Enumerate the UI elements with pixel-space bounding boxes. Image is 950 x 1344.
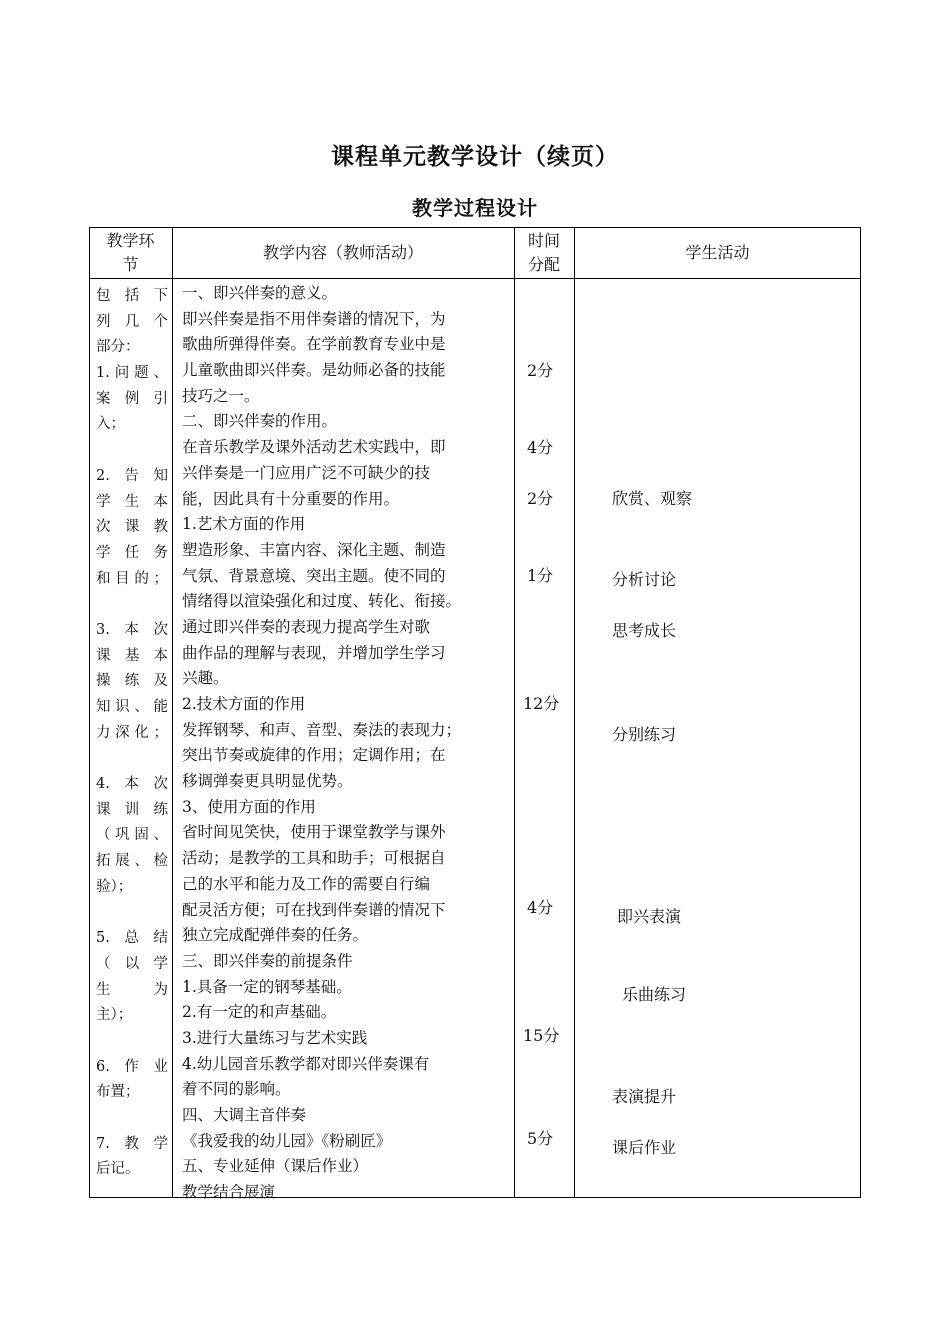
text-line: 次课教 bbox=[96, 519, 168, 536]
header-teaching-content: 教学内容（教师活动） bbox=[262, 243, 423, 262]
student-activity: 思考成长 bbox=[612, 621, 677, 640]
text-line: 4.幼儿园音乐教学都对即兴伴奏课有 bbox=[182, 1054, 430, 1073]
header-time-allocation: 时间 分配 bbox=[527, 231, 560, 274]
text-line: 四、大调主音伴奏 bbox=[182, 1106, 307, 1124]
text-line: 塑造形象、丰富内容、深化主题、制造 bbox=[182, 540, 446, 559]
text-line: 技巧之一。 bbox=[182, 386, 260, 405]
text-line: 曲作品的理解与表现，并增加学生学习 bbox=[182, 643, 446, 662]
text-line: 2.有一定的和声基础。 bbox=[182, 1003, 337, 1022]
text-line: 独立完成配弹伴奏的任务。 bbox=[182, 926, 369, 945]
text-line: （以学 bbox=[96, 955, 168, 972]
text-line: 一、即兴伴奏的意义。 bbox=[182, 284, 338, 302]
time-value: 15分 bbox=[523, 1026, 560, 1045]
text-line bbox=[96, 746, 168, 772]
table-divider bbox=[514, 227, 515, 1198]
text-line: 配灵活方便；可在找到伴奏谱的情况下 bbox=[182, 900, 446, 919]
text-line: 后记。 bbox=[96, 1161, 140, 1178]
text-line: 即兴伴奏是指不用伴奏谱的情况下，为 bbox=[182, 309, 446, 328]
text-line: 课训练 bbox=[96, 801, 168, 818]
text-line: 2.告知 bbox=[96, 467, 168, 484]
text-line bbox=[96, 901, 168, 927]
text-line: 3、使用方面的作用 bbox=[182, 797, 316, 816]
text-line bbox=[96, 438, 168, 464]
text-line: 三、即兴伴奏的前提条件 bbox=[182, 951, 353, 970]
text-line: 在音乐教学及课外活动艺术实践中，即 bbox=[182, 438, 446, 457]
text-line: 二、即兴伴奏的作用。 bbox=[182, 412, 338, 431]
student-activity: 欣赏、观察 bbox=[612, 489, 693, 508]
text-line: 主）； bbox=[96, 1007, 133, 1024]
table-divider bbox=[172, 227, 173, 1198]
content-column bbox=[182, 281, 512, 1206]
text-line: 活动；是教学的工具和助手；可根据自 bbox=[182, 849, 446, 868]
text-line: 布置； bbox=[96, 1084, 140, 1101]
text-line: 儿童歌曲即兴伴奏。是幼师必备的技能 bbox=[182, 361, 446, 380]
text-line: （巩固、 bbox=[96, 827, 168, 844]
text-line: 发挥钢琴、和声、音型、奏法的表现力； bbox=[182, 720, 462, 739]
text-line: 教学结合展演 bbox=[182, 1183, 276, 1202]
student-activity: 表演提升 bbox=[612, 1087, 677, 1106]
text-line: 移调弹奏更具明显优势。 bbox=[182, 772, 353, 791]
text-line: 气氛、背景意境、突出主题。使不同的 bbox=[182, 566, 446, 585]
text-line: 操练及 bbox=[96, 673, 168, 690]
student-activity: 课后作业 bbox=[612, 1138, 677, 1157]
text-line bbox=[96, 592, 168, 618]
text-line: 通过即兴伴奏的表现力提高学生对歌 bbox=[182, 617, 431, 636]
student-activity: 分别练习 bbox=[612, 725, 677, 744]
text-line: 2.技术方面的作用 bbox=[182, 695, 306, 713]
text-line: 力深化； bbox=[96, 724, 168, 741]
text-line: 己的水平和能力及工作的需要自行编 bbox=[182, 874, 431, 893]
text-line: 情绪得以渲染强化和过度、转化、衔接。 bbox=[182, 592, 462, 611]
student-activity: 分析讨论 bbox=[612, 570, 677, 589]
text-line: 部分： bbox=[96, 339, 140, 356]
text-line: 兴趣。 bbox=[182, 669, 229, 688]
text-line: 1.具备一定的钢琴基础。 bbox=[182, 977, 352, 996]
text-line bbox=[96, 1106, 168, 1132]
text-line: 歌曲所弹得伴奏。在学前教育专业中是 bbox=[182, 335, 446, 354]
text-line bbox=[96, 1029, 168, 1055]
header-divider bbox=[89, 278, 861, 279]
time-value: 12分 bbox=[523, 694, 560, 713]
text-line: 兴伴奏是一门应用广泛不可缺少的技 bbox=[182, 463, 431, 482]
stage-column bbox=[96, 284, 168, 1183]
text-line: 案例引 bbox=[96, 390, 168, 407]
header-student-activity: 学生活动 bbox=[685, 243, 750, 262]
text-line: 和目的； bbox=[96, 570, 168, 587]
text-line: 5.总结 bbox=[96, 930, 168, 947]
text-line: 课基本 bbox=[96, 647, 168, 664]
text-line: 1.问题、 bbox=[96, 365, 168, 382]
time-value: 2分 bbox=[527, 489, 554, 508]
text-line: 生 为 bbox=[96, 981, 168, 998]
text-line: 着不同的影响。 bbox=[182, 1080, 291, 1099]
text-line: 4.本次 bbox=[96, 776, 168, 793]
text-line: 验）； bbox=[96, 878, 133, 895]
text-line: 入； bbox=[96, 416, 125, 433]
text-line: 五、专业延伸（课后作业） bbox=[182, 1157, 369, 1176]
student-activity: 即兴表演 bbox=[617, 907, 682, 926]
time-value: 4分 bbox=[527, 898, 554, 917]
text-line: 6.作业 bbox=[96, 1058, 168, 1075]
text-line: 7.教学 bbox=[96, 1135, 168, 1152]
text-line: 列几个 bbox=[96, 313, 168, 330]
text-line: 包括下 bbox=[96, 288, 168, 304]
time-value: 1分 bbox=[527, 566, 554, 585]
text-line: 学生本 bbox=[96, 493, 168, 510]
text-line: 学任务 bbox=[96, 544, 168, 561]
text-line: 拓展、检 bbox=[96, 853, 168, 870]
time-value: 2分 bbox=[527, 361, 554, 380]
text-line: 3.本次 bbox=[96, 621, 168, 638]
text-line: 省时间见笑快，使用于课堂教学与课外 bbox=[182, 823, 446, 842]
text-line: 1.艺术方面的作用 bbox=[182, 515, 306, 534]
table-divider bbox=[574, 227, 575, 1198]
text-line: 突出节奏或旋律的作用；定调作用；在 bbox=[182, 746, 446, 765]
time-value: 4分 bbox=[527, 438, 554, 457]
text-line: 《我爱我的幼儿园》《粉刷匠》 bbox=[182, 1131, 392, 1150]
page-title: 课程单元教学设计（续页） bbox=[331, 144, 619, 170]
section-title: 教学过程设计 bbox=[412, 196, 538, 220]
text-line: 3.进行大量练习与艺术实践 bbox=[182, 1028, 368, 1047]
text-line: 知识、能 bbox=[96, 699, 168, 715]
text-line: 能，因此具有十分重要的作用。 bbox=[182, 489, 400, 508]
header-teaching-stage: 教学环 节 bbox=[106, 231, 155, 274]
student-activity: 乐曲练习 bbox=[622, 985, 687, 1004]
time-value: 5分 bbox=[527, 1129, 554, 1148]
